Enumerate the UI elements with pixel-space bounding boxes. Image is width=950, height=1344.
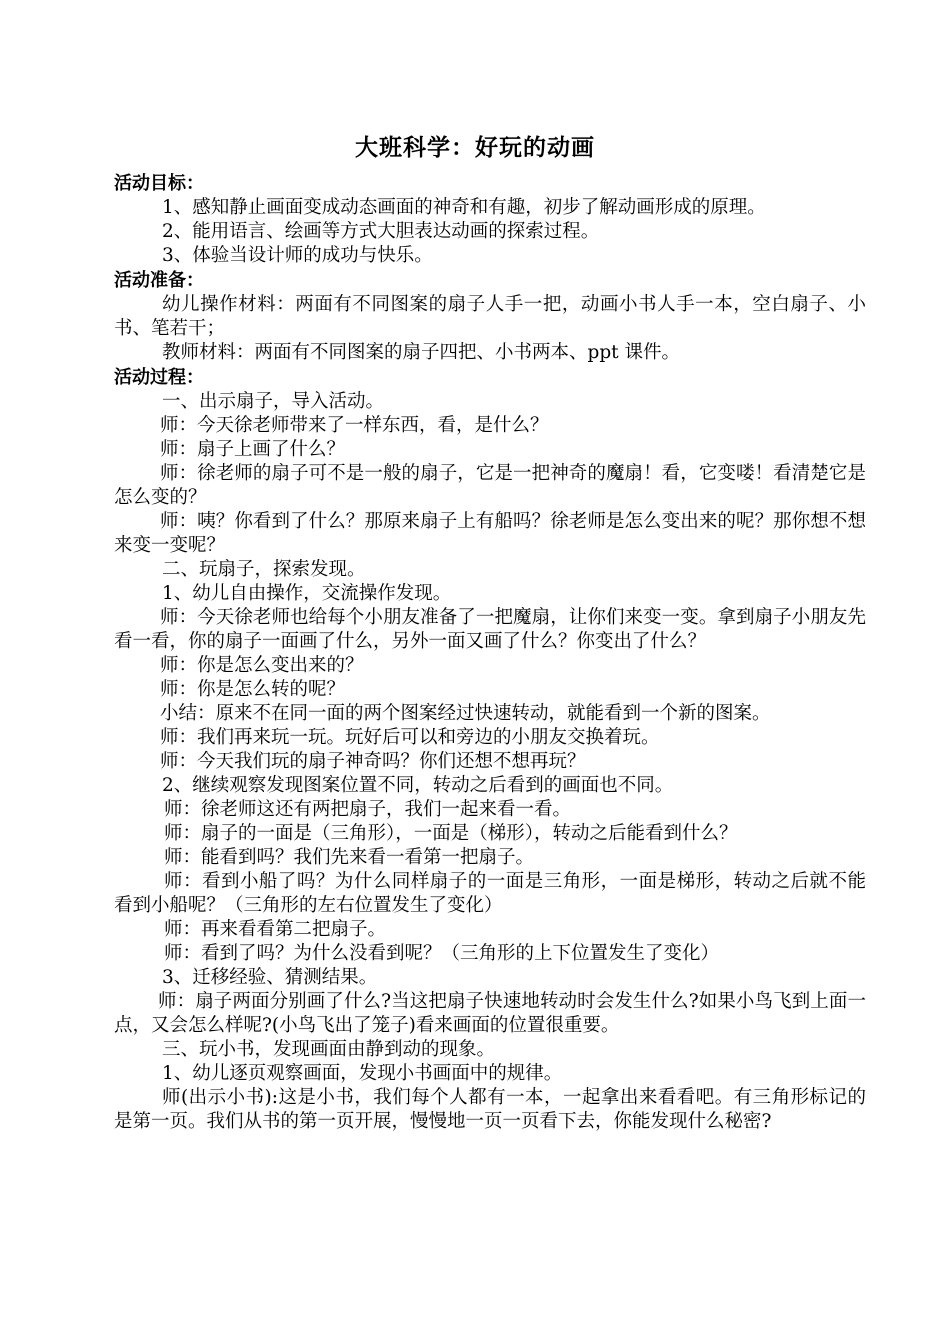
process-paragraph: 三、玩小书，发现画面由静到动的现象。 bbox=[162, 1039, 496, 1060]
process-paragraph: 小结：原来不在同一面的两个图案经过快速转动，就能看到一个新的图案。 bbox=[160, 703, 771, 724]
process-paragraph: 3、迁移经验、猜测结果。 bbox=[162, 967, 378, 988]
process-paragraph: 师：今天我们玩的扇子神奇吗？你们还想不想再玩？ bbox=[160, 751, 586, 772]
process-paragraph: 二、玩扇子，探索发现。 bbox=[162, 559, 366, 580]
process-paragraph: 1、幼儿逐页观察画面，发现小书画面中的规律。 bbox=[162, 1063, 563, 1084]
process-paragraph: 师：咦？你看到了什么？那原来扇子上有船吗？徐老师是怎么变出来的呢？那你想不想来变一变呢？ bbox=[114, 511, 866, 556]
process-paragraph: 师：今天徐老师带来了一样东西，看，是什么？ bbox=[160, 415, 549, 436]
process-paragraph: 师：我们再来玩一玩。玩好后可以和旁边的小朋友交换着玩。 bbox=[160, 727, 660, 748]
process-paragraph: 2、继续观察发现图案位置不同，转动之后看到的画面也不同。 bbox=[162, 775, 674, 796]
process-paragraph: 师：徐老师这还有两把扇子，我们一起来看一看。 bbox=[164, 799, 572, 820]
process-paragraph: 师：再来看看第二把扇子。 bbox=[164, 919, 387, 940]
preparation-item: 幼儿操作材料：两面有不同图案的扇子人手一把，动画小书人手一本，空白扇子、小书、笔若干； bbox=[114, 294, 866, 339]
section-heading-goals: 活动目标： bbox=[114, 173, 204, 194]
process-paragraph: 1、幼儿自由操作，交流操作发现。 bbox=[162, 583, 452, 604]
process-paragraph: 师：扇子两面分别画了什么?当这把扇子快速地转动时会发生什么?如果小鸟飞到上面一点，又会怎么样呢?(小鸟飞出了笼子)看来画面的位置很重要。 bbox=[114, 991, 866, 1036]
process-paragraph: 师：看到小船了吗？为什么同样扇子的一面是三角形，一面是梯形，转动之后就不能看到小船呢？（三角形的左右位置发生了变化） bbox=[114, 871, 866, 916]
section-heading-preparation: 活动准备： bbox=[114, 270, 204, 291]
process-paragraph: 师：你是怎么变出来的？ bbox=[160, 655, 364, 676]
process-paragraph: 师：今天徐老师也给每个小朋友准备了一把魔扇，让你们来变一变。拿到扇子小朋友先看一看，你的扇子一面画了什么，另外一面又画了什么？你变出了什么？ bbox=[114, 607, 866, 652]
process-paragraph: 师(出示小书):这是小书，我们每个人都有一本，一起拿出来看看吧。有三角形标记的是第一页。我们从书的第一页开展，慢慢地一页一页看下去，你能发现什么秘密? bbox=[114, 1087, 866, 1132]
goal-item: 3、体验当设计师的成功与快乐。 bbox=[162, 245, 433, 266]
document-title: 大班科学：好玩的动画 bbox=[355, 134, 595, 161]
preparation-item: 教师材料：两面有不同图案的扇子四把、小书两本、ppt 课件。 bbox=[162, 342, 681, 363]
process-paragraph: 师：你是怎么转的呢？ bbox=[160, 679, 346, 700]
process-paragraph: 师：能看到吗？我们先来看一看第一把扇子。 bbox=[164, 847, 535, 868]
document-body bbox=[114, 171, 866, 1134]
process-paragraph: 师：徐老师的扇子可不是一般的扇子，它是一把神奇的魔扇！看，它变喽！看清楚它是怎么变的？ bbox=[114, 463, 866, 508]
process-paragraph: 师：扇子上画了什么？ bbox=[160, 439, 346, 460]
process-paragraph: 师：看到了吗？为什么没看到呢？（三角形的上下位置发生了变化） bbox=[164, 943, 720, 964]
process-paragraph: 一、出示扇子，导入活动。 bbox=[162, 391, 385, 412]
goal-item: 2、能用语言、绘画等方式大胆表达动画的探索过程。 bbox=[162, 221, 600, 242]
process-paragraph: 师：扇子的一面是（三角形），一面是（梯形），转动之后能看到什么？ bbox=[164, 823, 738, 844]
goal-item: 1、感知静止画面变成动态画面的神奇和有趣，初步了解动画形成的原理。 bbox=[162, 197, 766, 218]
section-heading-process: 活动过程： bbox=[114, 367, 204, 388]
